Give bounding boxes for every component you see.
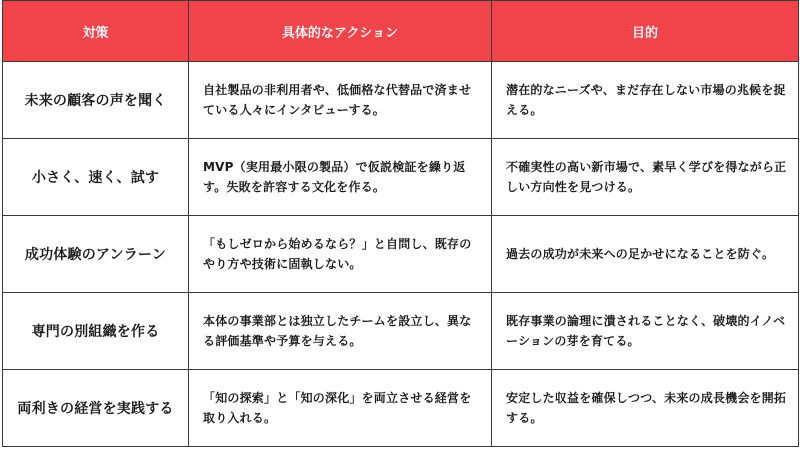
table-body: [3, 62, 799, 447]
table-row: [3, 216, 799, 293]
purpose-cell: 不確実性の高い新市場で、素早く学びを得ながら正しい方向性を見つける。: [492, 139, 799, 216]
table-row: [3, 62, 799, 139]
header-strategy: 対策: [3, 1, 189, 62]
action-cell: 自社製品の非利用者や、低価格な代替品で済ませている人々にインタビューする。: [189, 62, 492, 139]
action-cell: 「もしゼロから始めるなら？」と自問し、既存のやり方や技術に固執しない。: [189, 216, 492, 293]
header-purpose: 目的: [492, 1, 799, 62]
strategy-cell: 小さく、速く、試す: [3, 139, 189, 216]
action-cell: 本体の事業部とは独立したチームを設立し、異なる評価基準や予算を与える。: [189, 293, 492, 370]
strategy-cell: 成功体験のアンラーン: [3, 216, 189, 293]
header-action: 具体的なアクション: [189, 1, 492, 62]
table-row: [3, 293, 799, 370]
purpose-cell: 安定した収益を確保しつつ、未来の成長機会を開拓する。: [492, 370, 799, 447]
table-header: [3, 1, 799, 62]
purpose-cell: 既存事業の論理に潰されることなく、破壊的イノベーションの芽を育てる。: [492, 293, 799, 370]
purpose-cell: 潜在的なニーズや、まだ存在しない市場の兆候を捉える。: [492, 62, 799, 139]
table-row: [3, 370, 799, 447]
strategy-cell: 両利きの経営を実践する: [3, 370, 189, 447]
action-cell: MVP（実用最小限の製品）で仮説検証を繰り返す。失敗を許容する文化を作る。: [189, 139, 492, 216]
strategy-cell: 未来の顧客の声を聞く: [3, 62, 189, 139]
purpose-cell: 過去の成功が未来への足かせになることを防ぐ。: [492, 216, 799, 293]
table-row: [3, 139, 799, 216]
header-row: [3, 1, 799, 62]
action-cell: 「知の探索」と「知の深化」を両立させる経営を取り入れる。: [189, 370, 492, 447]
strategy-cell: 専門の別組織を作る: [3, 293, 189, 370]
strategy-table: [2, 0, 799, 447]
